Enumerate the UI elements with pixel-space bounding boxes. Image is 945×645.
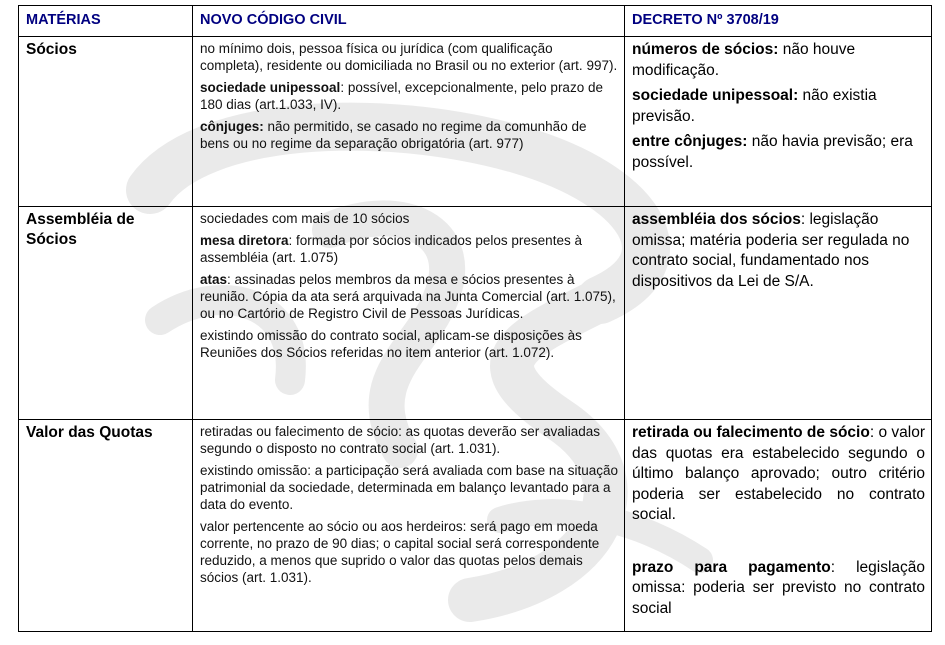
subject-cell: Valor das Quotas — [19, 420, 193, 632]
decree-paragraph: sociedade unipessoal: não existia previsão. — [632, 87, 877, 125]
civil-paragraph: existindo omissão: a participação será avaliada com base na situação patrimonial da sociedade, determinada em balanço levantado para a data do evento. — [200, 463, 618, 512]
table-row-socios — [19, 37, 932, 207]
civil-paragraph: sociedades com mais de 10 sócios — [200, 211, 410, 226]
subject-cell: Sócios — [19, 37, 193, 207]
decree-paragraph: retirada ou falecimento de sócio: o valor das quotas era estabelecido segundo o último balanço aprovado; outro critério poderia ser estabelecido no contrato social. — [632, 424, 926, 523]
decree-cell — [625, 207, 932, 420]
comparison-table — [18, 5, 932, 632]
civil-paragraph: no mínimo dois, pessoa física ou jurídica (com qualificação completa), residente ou domiciliada no Brasil ou no exterior (art. 997). — [200, 41, 618, 73]
table-row-valor-quotas — [19, 420, 932, 632]
civil-paragraph: valor pertencente ao sócio ou aos herdeiros: será pago em moeda corrente, no prazo de 90 dias; o capital social será correspondente reduzido, a menos que suprido o valor das quotas pelos demais sócios (art. 1.031). — [200, 519, 600, 585]
civil-paragraph: cônjuges: não permitido, se casado no regime da comunhão de bens ou no regime da separação obrigatória (art. 977) — [200, 119, 587, 151]
decree-cell — [625, 420, 932, 632]
header-novo-codigo-civil: NOVO CÓDIGO CIVIL — [193, 6, 625, 37]
header-decreto: DECRETO Nº 3708/19 — [625, 6, 932, 37]
header-row — [19, 6, 932, 37]
civil-code-cell — [193, 420, 625, 632]
decree-cell — [625, 37, 932, 207]
civil-paragraph: sociedade unipessoal: possível, excepcionalmente, pelo prazo de 180 dias (art.1.033, IV). — [200, 80, 603, 112]
decree-paragraph: números de sócios: não houve modificação. — [632, 41, 856, 79]
civil-paragraph: existindo omissão do contrato social, aplicam-se disposições às Reuniões dos Sócios referidas no item anterior (art. 1.072). — [200, 328, 582, 360]
civil-code-cell — [193, 37, 625, 207]
decree-paragraph: assembléia dos sócios: legislação omissa; matéria poderia ser regulada no contrato social, fundamentado nos dispositivos da Lei de S/A. — [632, 211, 910, 290]
decree-paragraph: prazo para pagamento: legislação omissa: poderia ser previsto no contrato social — [632, 558, 926, 617]
civil-paragraph: mesa diretora: formada por sócios indicados pelos presentes à assembléia (art. 1.075) — [200, 233, 582, 265]
table-row-assembleia — [19, 207, 932, 420]
header-materias: MATÉRIAS — [19, 6, 193, 37]
subject-cell: Assembléia de Sócios — [19, 207, 193, 420]
civil-paragraph: atas: assinadas pelos membros da mesa e sócios presentes à reunião. Cópia da ata será arquivada na Junta Comercial (art. 1.075), ou no Cartório de Registro Civil de Pessoas Jurídicas. — [200, 272, 616, 321]
civil-code-cell — [193, 207, 625, 420]
civil-paragraph: retiradas ou falecimento de sócio: as quotas deverão ser avaliadas segundo o disposto no contrato social (art. 1.031). — [200, 424, 600, 456]
decree-paragraph: entre cônjuges: não havia previsão; era possível. — [632, 133, 913, 171]
